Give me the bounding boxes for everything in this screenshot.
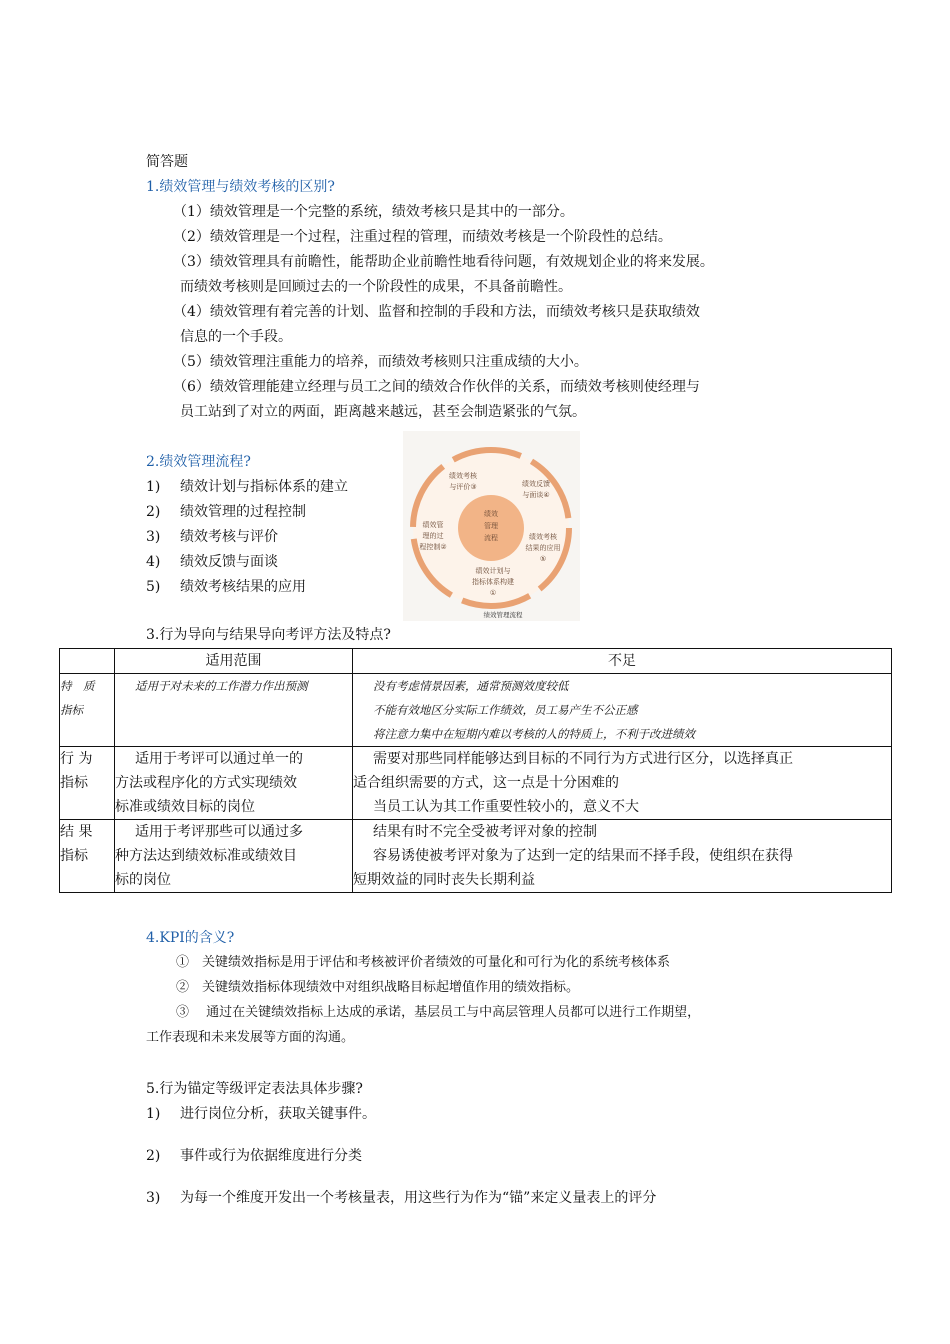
- segment-label: 与面谈④: [522, 491, 550, 499]
- segment-label: 绩效考核: [529, 533, 557, 541]
- row-label-line: 结 果: [60, 824, 93, 840]
- scope-cell: [115, 820, 353, 893]
- q2-item-text: 绩效反馈与面谈: [180, 554, 278, 570]
- segment-label: ①: [489, 589, 497, 597]
- q2-item-num: 3): [146, 529, 161, 545]
- q2-item-num: 4): [146, 554, 161, 570]
- q5-item-text: 为每一个维度开发出一个考核量表，用这些行为作为“锚”来定义量表上的评分: [180, 1190, 657, 1206]
- q5-item-num: 3): [146, 1190, 161, 1206]
- segment-label: 绩效考核: [449, 472, 477, 480]
- q1-line: 信息的一个手段。: [180, 329, 292, 345]
- shortcoming-cell: [353, 747, 892, 820]
- scope-line: 适用于考评可以通过单一的: [135, 751, 303, 767]
- row-label: [60, 747, 115, 820]
- question-2-title: 2.绩效管理流程?: [146, 454, 251, 470]
- segment-label: ⑤: [539, 555, 547, 563]
- shortcoming-cell: [353, 674, 892, 747]
- segment-label: 指标体系构建: [472, 578, 514, 586]
- table-header-cell: 不足: [353, 649, 892, 674]
- shortcoming-line: 适合组织需要的方式，这一点是十分困难的: [353, 775, 619, 791]
- q2-item-num: 5): [146, 579, 161, 595]
- segment-label: 绩效计划与: [475, 567, 511, 575]
- q1-line: （2）绩效管理是一个过程，注重过程的管理，而绩效考核是一个阶段性的总结。: [173, 229, 672, 245]
- q4-line: 工作表现和未来发展等方面的沟通。: [146, 1030, 355, 1045]
- shortcoming-line: 短期效益的同时丧失长期利益: [353, 872, 535, 888]
- segment-label: 与评价③: [449, 483, 477, 491]
- row-label-line: 指标: [60, 848, 88, 864]
- process-cycle-diagram: [403, 431, 580, 621]
- segment-label: 绩效反馈: [522, 480, 550, 488]
- q1-line: （1）绩效管理是一个完整的系统，绩效考核只是其中的一部分。: [173, 204, 574, 220]
- table-header-row: [60, 649, 892, 674]
- q5-item-num: 2): [146, 1148, 161, 1164]
- q2-item-num: 1): [146, 479, 161, 495]
- scope-line: 标的岗位: [115, 872, 171, 888]
- scope-line: 种方法达到绩效标准或绩效目: [115, 848, 297, 864]
- q2-item-num: 2): [146, 504, 161, 520]
- section-heading: 简答题: [146, 154, 188, 170]
- shortcoming-line: 将注意力集中在短期内难以考核的人的特质上，不利于改进绩效: [373, 727, 695, 741]
- q4-line: ② 关键绩效指标体现绩效中对组织战略目标起增值作用的绩效指标。: [176, 980, 580, 995]
- row-label: [60, 820, 115, 893]
- table-row: [60, 820, 892, 893]
- q1-line: 而绩效考核则是回顾过去的一个阶段性的成果，不具备前瞻性。: [180, 279, 572, 295]
- question-1-title: 1.绩效管理与绩效考核的区别?: [146, 179, 335, 195]
- q5-item-text: 事件或行为依据维度进行分类: [180, 1148, 362, 1164]
- shortcoming-line: 需要对那些同样能够达到目标的不同行为方式进行区分，以选择真正: [373, 751, 793, 767]
- row-label-line: 特 质: [60, 679, 95, 693]
- question-5-title: 5.行为锚定等级评定表法具体步骤?: [146, 1081, 363, 1097]
- row-label-line: 行 为: [60, 751, 93, 767]
- q4-line: ③ 通过在关键绩效指标上达成的承诺，基层员工与中高层管理人员都可以进行工作期望，: [176, 1005, 701, 1020]
- q1-line: （5）绩效管理注重能力的培养，而绩效考核则只注重成绩的大小。: [173, 354, 588, 370]
- scope-line: 适用于考评那些可以通过多: [135, 824, 303, 840]
- q2-item-text: 绩效管理的过程控制: [180, 504, 306, 520]
- segment-label: 结果的应用: [525, 544, 561, 552]
- q4-line: ① 关键绩效指标是用于评估和考核被评价者绩效的可量化和可行为化的系统考核体系: [176, 955, 671, 970]
- row-label-line: 指标: [60, 775, 88, 791]
- shortcoming-line: 当员工认为其工作重要性较小的，意义不大: [373, 799, 639, 815]
- center-label: 绩效: [484, 510, 498, 518]
- row-label-line: 指标: [60, 703, 83, 717]
- table-header-cell: 适用范围: [115, 649, 353, 674]
- comparison-table: [59, 648, 892, 893]
- segment-label: 理的过: [422, 532, 444, 540]
- center-label: 管理: [484, 522, 498, 530]
- q5-item-num: 1): [146, 1106, 161, 1122]
- q1-line: （4）绩效管理有着完善的计划、监督和控制的手段和方法，而绩效考核只是获取绩效: [173, 304, 700, 320]
- q2-item-text: 绩效考核与评价: [180, 529, 278, 545]
- scope-line: 方法或程序化的方式实现绩效: [115, 775, 297, 791]
- q2-item-text: 绩效计划与指标体系的建立: [180, 479, 348, 495]
- shortcoming-line: 结果有时不完全受被考评对象的控制: [373, 824, 597, 840]
- shortcoming-line: 容易诱使被考评对象为了达到一定的结果而不择手段，使组织在获得: [373, 848, 793, 864]
- scope-cell: [115, 674, 353, 747]
- scope-cell: [115, 747, 353, 820]
- table-row: [60, 674, 892, 747]
- q1-line: （6）绩效管理能建立经理与员工之间的绩效合作伙伴的关系，而绩效考核则使经理与: [173, 379, 700, 395]
- row-label: [60, 674, 115, 747]
- scope-line: 标准或绩效目标的岗位: [115, 799, 255, 815]
- table-header-cell: [60, 649, 115, 674]
- question-4-title: 4.KPI的含义?: [146, 930, 235, 946]
- center-label: 流程: [484, 534, 498, 542]
- segment-label: 程控制②: [419, 543, 447, 551]
- scope-line: 适用于对未来的工作潜力作出预测: [135, 679, 308, 693]
- shortcoming-line: 不能有效地区分实际工作绩效，员工易产生不公正感: [373, 703, 638, 717]
- figure-caption: 绩效管理流程: [483, 611, 523, 619]
- process-cycle-figure: [403, 431, 580, 621]
- segment-label: 绩效管: [422, 521, 444, 529]
- q2-item-text: 绩效考核结果的应用: [180, 579, 306, 595]
- question-3-title: 3.行为导向与结果导向考评方法及特点?: [146, 627, 391, 643]
- q1-line: 员工站到了对立的两面，距离越来越远，甚至会制造紧张的气氛。: [180, 404, 586, 420]
- table-row: [60, 747, 892, 820]
- q1-line: （3）绩效管理具有前瞻性，能帮助企业前瞻性地看待问题，有效规划企业的将来发展。: [173, 254, 714, 270]
- shortcoming-line: 没有考虑情景因素，通常预测效度较低: [373, 679, 569, 693]
- q5-item-text: 进行岗位分析，获取关键事件。: [180, 1106, 376, 1122]
- shortcoming-cell: [353, 820, 892, 893]
